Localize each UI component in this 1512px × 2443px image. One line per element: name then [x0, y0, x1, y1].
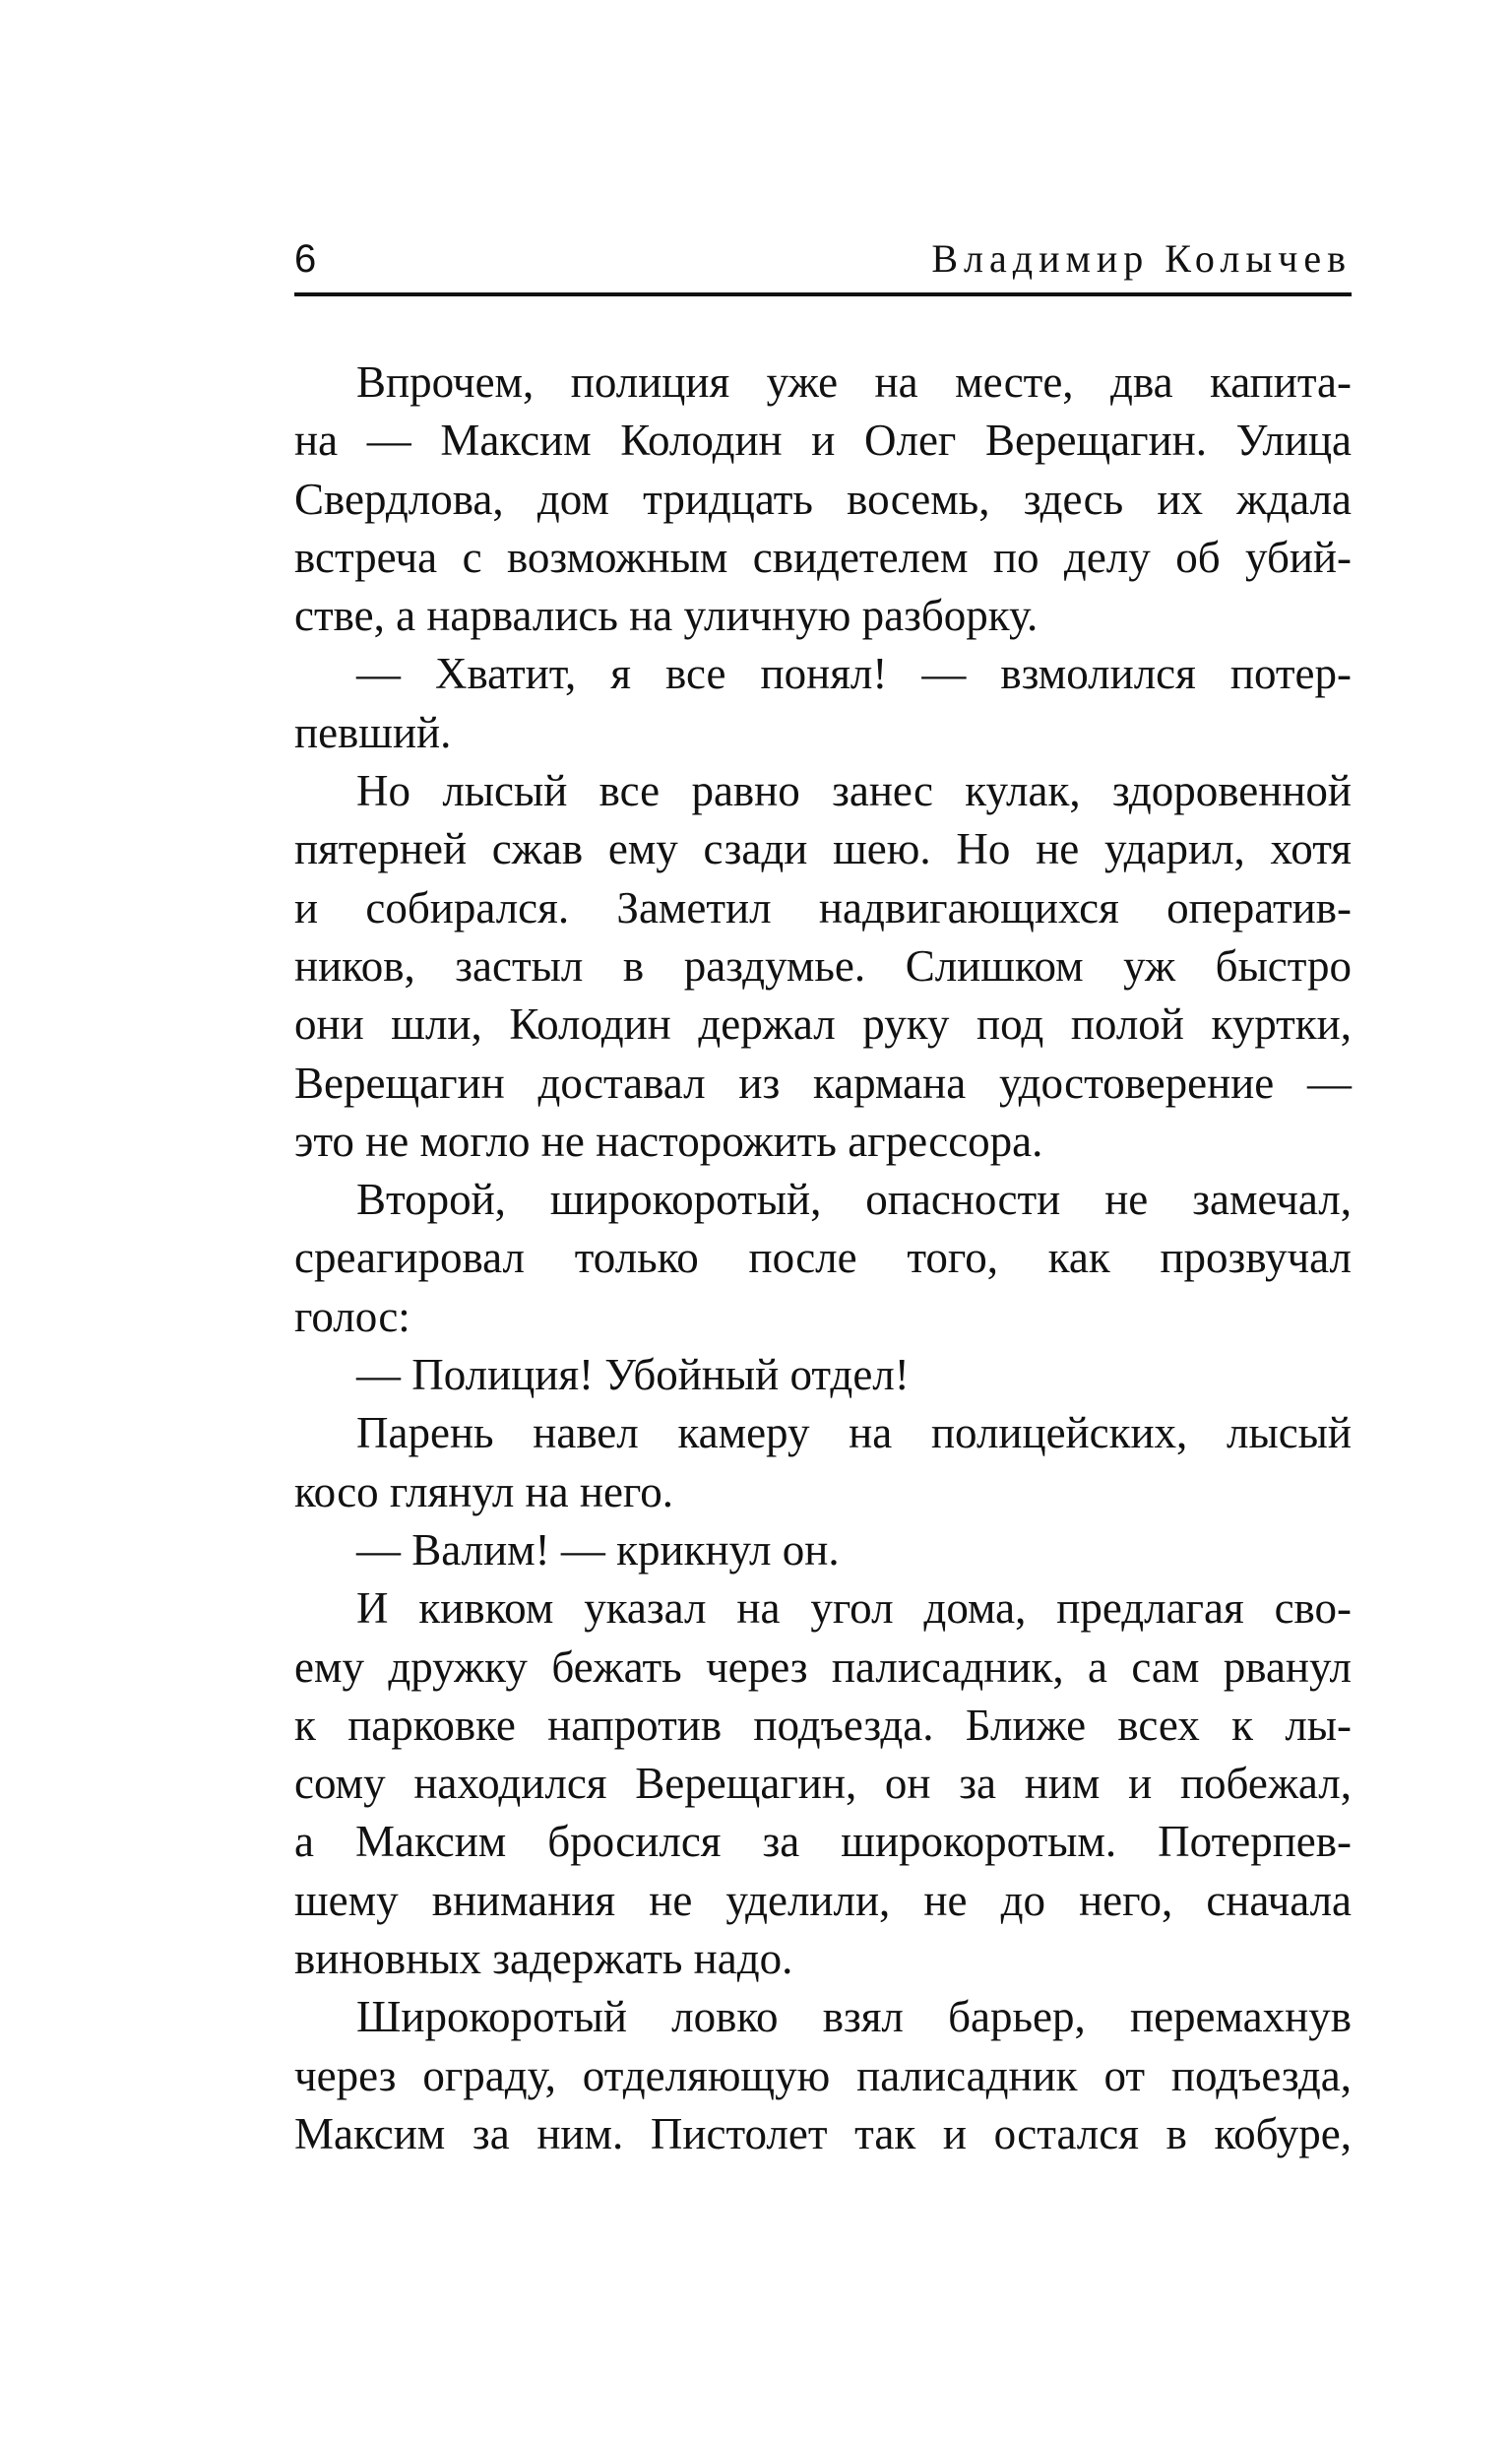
text-line: и собирался. Заметил надвигающихся оператив- — [294, 882, 1352, 932]
text-line: — Полиция! Убойный отдел! — [356, 1350, 910, 1400]
text-line: шему внимания не уделили, не до него, сначала — [294, 1875, 1352, 1925]
text-line: ему дружку бежать через палисадник, а сам рванул — [294, 1641, 1352, 1692]
text-line: к парковке напротив подъезда. Ближе всех к лы- — [294, 1700, 1352, 1750]
text-line: а Максим бросился за широкоротым. Потерпев- — [294, 1817, 1352, 1867]
text-line: И кивком указал на угол дома, предлагая сво- — [356, 1583, 1352, 1634]
paragraph — [294, 1171, 1352, 1346]
paragraph — [294, 645, 1352, 762]
text-line: сому находился Верещагин, он за ним и побежал, — [294, 1759, 1352, 1809]
text-line: стве, а нарвались на уличную разборку. — [294, 591, 1039, 641]
text-line: — Валим! — крикнул он. — [356, 1524, 840, 1575]
text-line: Верещагин доставал из кармана удостоверение — — [294, 1058, 1352, 1108]
text-line: они шли, Колодин держал руку под полой куртки, — [294, 999, 1352, 1050]
running-header — [294, 234, 1352, 289]
text-line: виновных задержать надо. — [294, 1934, 793, 1984]
text-line: Свердлова, дом тридцать восемь, здесь их ждала — [294, 474, 1352, 524]
text-line: — Хватит, я все понял! — взмолился потер- — [356, 649, 1352, 699]
paragraph — [294, 1404, 1352, 1521]
text-line: косо глянул на него. — [294, 1466, 674, 1516]
text-line: Но лысый все равно занес кулак, здоровенной — [356, 766, 1352, 816]
header-rule — [294, 292, 1352, 296]
running-head-author: Владимир Колычев — [931, 236, 1352, 281]
paragraph — [294, 1521, 1352, 1579]
text-line: голос: — [294, 1291, 410, 1341]
text-line: встреча с возможным свидетелем по делу об убий- — [294, 532, 1352, 582]
text-line: на — Максим Колодин и Олег Верещагин. Улица — [294, 416, 1352, 466]
paragraph — [294, 354, 1352, 645]
paragraph — [294, 1346, 1352, 1404]
text-line: Второй, широкоротый, опасности не замечал, — [356, 1175, 1352, 1225]
body-text — [294, 354, 1352, 2163]
text-line: это не могло не насторожить агрессора. — [294, 1116, 1043, 1166]
text-line: через ограду, отделяющую палисадник от подъезда, — [294, 2050, 1352, 2100]
paragraph — [294, 1579, 1352, 1988]
text-line: Максим за ним. Пистолет так и остался в кобуре, — [294, 2108, 1352, 2158]
text-line: ников, застыл в раздумье. Слишком уж быстро — [294, 940, 1352, 991]
paragraph — [294, 1988, 1352, 2163]
text-line: Широкоротый ловко взял барьер, перемахнув — [356, 1992, 1352, 2042]
page-number: 6 — [294, 237, 317, 281]
text-line: Впрочем, полиция уже на месте, два капита- — [356, 357, 1352, 407]
text-line: пятерней сжав ему сзади шею. Но не ударил, хотя — [294, 824, 1352, 874]
text-line: певший. — [294, 707, 452, 757]
text-line: среагировал только после того, как прозвучал — [294, 1233, 1352, 1283]
paragraph — [294, 762, 1352, 1171]
text-line: Парень навел камеру на полицейских, лысый — [356, 1408, 1352, 1458]
